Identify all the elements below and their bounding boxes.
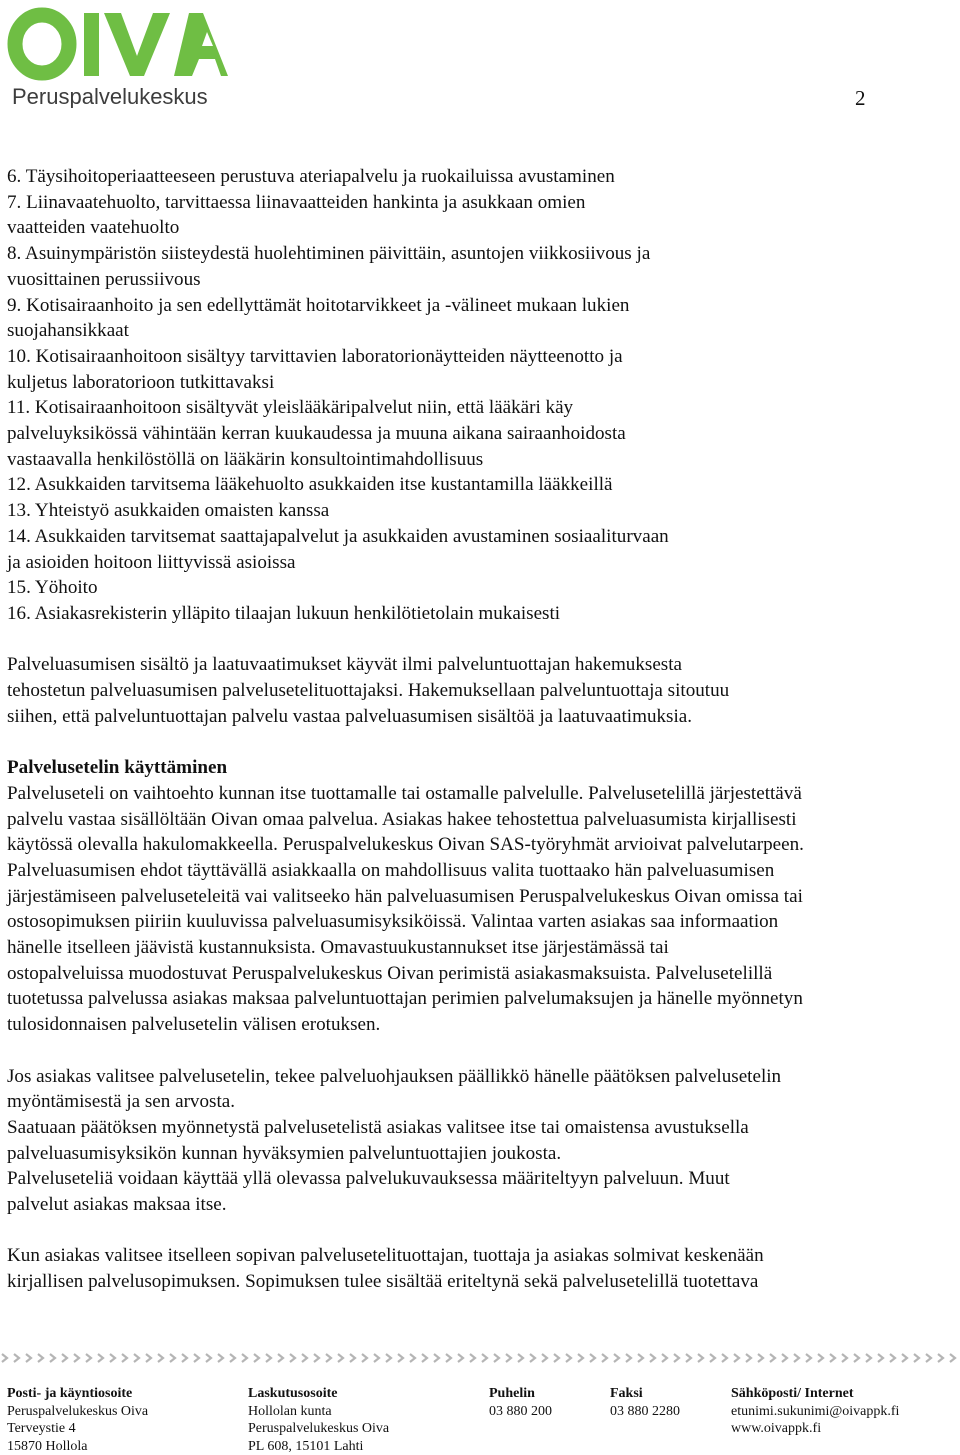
oiva-logo-graphic xyxy=(4,4,228,108)
list-item: 13. Yhteistyö asukkaiden omaisten kanssa xyxy=(7,498,952,524)
list-item: 6. Täysihoitoperiaatteeseen perustuva ateriapalvelu ja ruokailuissa avustaminen xyxy=(7,164,952,190)
footer-email-internet xyxy=(731,1385,899,1438)
footer-line: 15870 Hollola xyxy=(7,1438,148,1455)
text-line: Palveluasumisen ehdot täyttävällä asiakkaalla on mahdollisuus valita tuottaako hän palveluasumisen xyxy=(7,858,952,884)
text-line: kirjallisen palvelusopimuksen. Sopimuksen tulee sisältää eriteltynä sekä palvelusetelillä tuotettava xyxy=(7,1269,952,1295)
paragraph-gap xyxy=(7,729,952,755)
list-item: 16. Asiakasrekisterin ylläpito tilaajan lukuun henkilötietolain mukaisesti xyxy=(7,601,952,627)
chevron-divider-graphic xyxy=(0,1351,960,1365)
text-line: Palveluseteli on vaihtoehto kunnan itse tuottamalle tai ostamalle palvelulle. Palvelusetelillä järjestettävä xyxy=(7,781,952,807)
voucher-paragraph xyxy=(7,781,952,1038)
text-line: hänelle itselleen jäävistä kustannuksista. Omavastuukustannukset itse järjestämässä tai xyxy=(7,935,952,961)
text-line: Jos asiakas valitsee palvelusetelin, tekee palveluohjauksen päällikkö hänelle päätöksen palvelusetelin xyxy=(7,1064,952,1090)
list-item: palveluyksikössä vähintään kerran kuukaudessa ja muuna aikana sairaanhoidosta xyxy=(7,421,952,447)
list-item: vaatteiden vaatehuolto xyxy=(7,215,952,241)
footer-line: 03 880 200 xyxy=(489,1403,552,1421)
list-item: 12. Asukkaiden tarvitsema lääkehuolto asukkaiden itse kustantamilla lääkkeillä xyxy=(7,472,952,498)
footer-fax xyxy=(610,1385,680,1420)
list-item: 15. Yöhoito xyxy=(7,575,952,601)
text-line: myöntämisestä ja sen arvosta. xyxy=(7,1089,952,1115)
list-item: vuosittainen perussiivous xyxy=(7,267,952,293)
text-line: tehostetun palveluasumisen palvelusetelituottajaksi. Hakemuksellaan palveluntuottaja sitoutuu xyxy=(7,678,952,704)
list-item: 11. Kotisairaanhoitoon sisältyvät yleislääkäripalvelut niin, että lääkäri käy xyxy=(7,395,952,421)
footer-heading: Sähköposti/ Internet xyxy=(731,1385,899,1403)
footer-line: Peruspalvelukeskus Oiva xyxy=(7,1403,148,1421)
list-item: 8. Asuinympäristön siisteydestä huolehtiminen päivittäin, asuntojen viikkosiivous ja xyxy=(7,241,952,267)
list-item: ja asioiden hoitoon liittyvissä asioissa xyxy=(7,550,952,576)
list-item: 7. Liinavaatehuolto, tarvittaessa liinavaatteiden hankinta ja asukkaan omien xyxy=(7,190,952,216)
quality-paragraph xyxy=(7,652,952,729)
footer-line: 03 880 2280 xyxy=(610,1403,680,1421)
text-line: siihen, että palveluntuottajan palvelu vastaa palveluasumisen sisältöä ja laatuvaatimuksia. xyxy=(7,704,952,730)
footer-divider xyxy=(0,1351,960,1365)
list-item: 14. Asukkaiden tarvitsemat saattajapalvelut ja asukkaiden avustaminen sosiaaliturvaan xyxy=(7,524,952,550)
text-line: tulosidonnaisen palvelusetelin välisen erotuksen. xyxy=(7,1012,952,1038)
section-heading: Palvelusetelin käyttäminen xyxy=(7,755,952,781)
footer-line: Peruspalvelukeskus Oiva xyxy=(248,1420,389,1438)
paragraph-gap xyxy=(7,1218,952,1244)
oiva-logo xyxy=(4,4,228,108)
paragraph-gap xyxy=(7,1038,952,1064)
footer-line: Hollolan kunta xyxy=(248,1403,389,1421)
footer-email[interactable]: etunimi.sukunimi@oivappk.fi xyxy=(731,1403,899,1421)
text-line: palvelut asiakas maksaa itse. xyxy=(7,1192,952,1218)
text-line: tuotetussa palvelussa asiakas maksaa palveluntuottajan perimien palvelumaksujen ja hänelle myönnetyn xyxy=(7,986,952,1012)
service-list xyxy=(7,164,952,627)
decision-paragraph xyxy=(7,1064,952,1218)
contract-paragraph xyxy=(7,1243,952,1294)
footer-heading: Posti- ja käyntiosoite xyxy=(7,1385,148,1403)
list-item: 9. Kotisairaanhoito ja sen edellyttämät hoitotarvikkeet ja -välineet mukaan lukien xyxy=(7,293,952,319)
footer-heading: Faksi xyxy=(610,1385,680,1403)
footer-visiting-address xyxy=(7,1385,148,1455)
text-line: Palveluseteliä voidaan käyttää yllä olevassa palvelukuvauksessa määriteltyyn palveluun. Muut xyxy=(7,1166,952,1192)
footer-billing-address xyxy=(248,1385,389,1455)
list-item: vastaavalla henkilöstöllä on lääkärin konsultointimahdollisuus xyxy=(7,447,952,473)
text-line: Palveluasumisen sisältö ja laatuvaatimukset käyvät ilmi palveluntuottajan hakemuksesta xyxy=(7,652,952,678)
paragraph-gap xyxy=(7,627,952,653)
footer-line: Terveystie 4 xyxy=(7,1420,148,1438)
footer-website[interactable]: www.oivappk.fi xyxy=(731,1420,899,1438)
footer-heading: Puhelin xyxy=(489,1385,552,1403)
text-line: Saatuaan päätöksen myönnetystä palvelusetelistä asiakas valitsee itse tai omaistensa avustuksella xyxy=(7,1115,952,1141)
text-line: järjestämiseen palveluseteleitä vai valitseeko hän palveluasumisen Peruspalvelukeskus Oivan omissa tai xyxy=(7,884,952,910)
footer-line: PL 608, 15101 Lahti xyxy=(248,1438,389,1455)
text-line: palveluasumisyksikön kunnan hyväksymien palveluntuottajien joukosta. xyxy=(7,1141,952,1167)
list-item: suojahansikkaat xyxy=(7,318,952,344)
footer-phone xyxy=(489,1385,552,1420)
footer-heading: Laskutusosoite xyxy=(248,1385,389,1403)
text-line: Kun asiakas valitsee itselleen sopivan palvelusetelituottajan, tuottaja ja asiakas solmivat keskenään xyxy=(7,1243,952,1269)
text-line: käytössä olevalla hakulomakkeella. Peruspalvelukeskus Oivan SAS-työryhmät arvioivat palvelutarpeen. xyxy=(7,832,952,858)
page-number: 2 xyxy=(855,86,866,111)
text-line: palvelu vastaa sisällöltään Oivan omaa palvelua. Asiakas hakee tehostettua palveluasumista kirjallisesti xyxy=(7,807,952,833)
text-line: ostopalveluissa muodostuvat Peruspalvelukeskus Oivan perimistä asiakasmaksuista. Palvelusetelillä xyxy=(7,961,952,987)
list-item: kuljetus laboratorioon tutkittavaksi xyxy=(7,370,952,396)
text-line: ostosopimuksen piiriin kuuluvissa palveluasumisyksiköissä. Valintaa varten asiakas saa informaation xyxy=(7,909,952,935)
logo-subtitle: Peruspalvelukeskus xyxy=(12,84,208,108)
document-body xyxy=(7,164,952,1295)
list-item: 10. Kotisairaanhoitoon sisältyy tarvittavien laboratorionäytteiden näytteenotto ja xyxy=(7,344,952,370)
